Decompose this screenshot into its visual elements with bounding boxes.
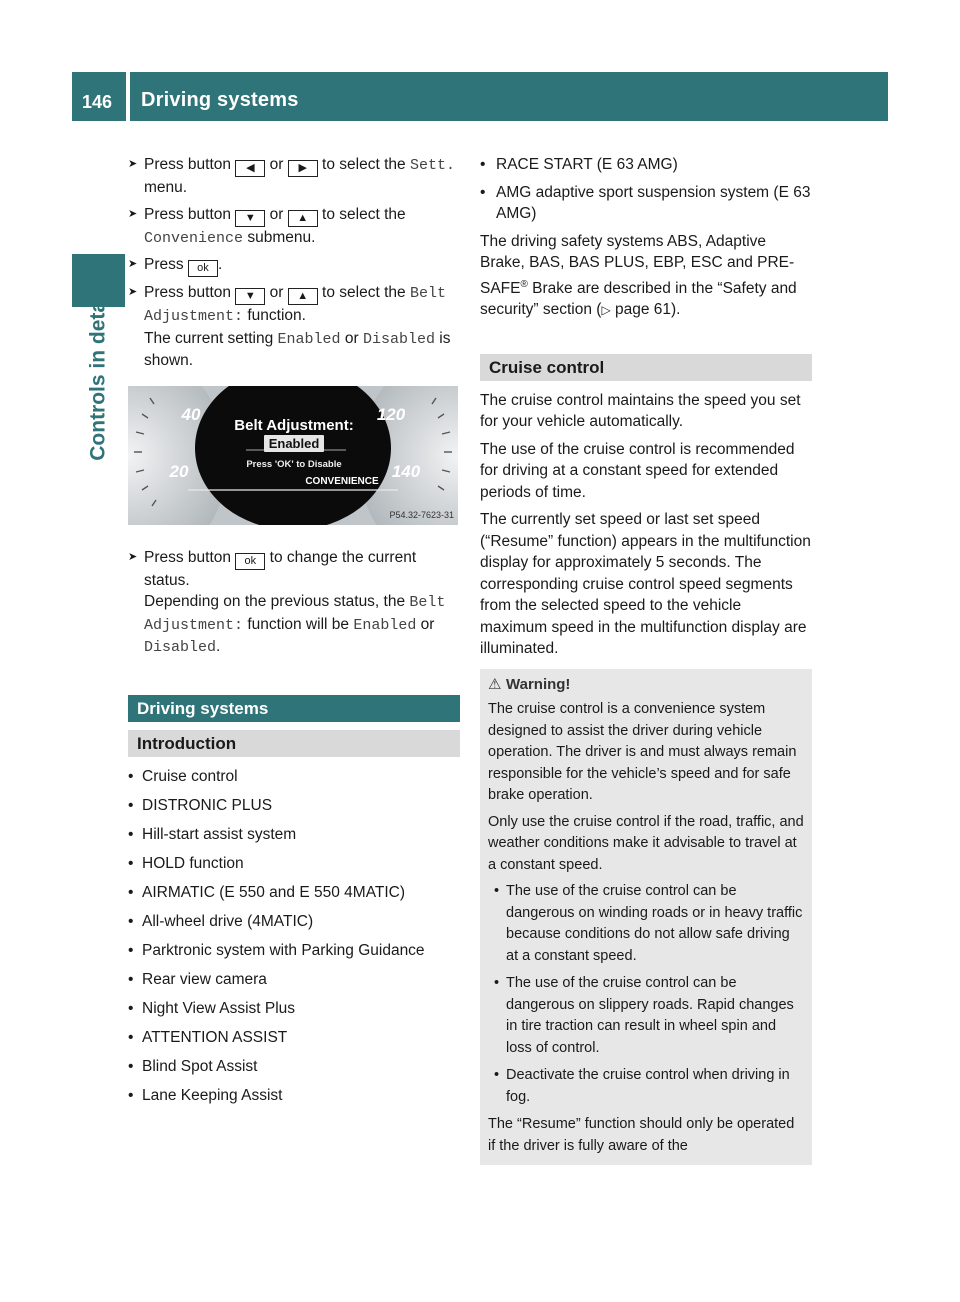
list-item-text: AMG adaptive sport suspension system (E 63 AMG) [496,183,811,222]
list-item [480,154,812,176]
step-text: or [265,205,288,223]
list-item [128,940,460,962]
list-item [128,1056,460,1078]
list-item-text: HOLD function [142,854,244,872]
step-arrow-icon: ➤ [128,550,138,563]
amg-systems-list [480,154,812,225]
list-item [128,911,460,933]
step-text: Press button [144,156,236,173]
warning-title: Warning! [506,675,571,693]
list-item [128,1085,460,1107]
list-item [128,824,460,846]
gauge-label-right-top: 120 [376,404,406,424]
display-text: Disabled [362,330,435,348]
bullet-icon: • [480,183,486,201]
list-item [128,969,460,991]
bullet-icon: • [128,1086,134,1104]
header-divider [126,72,130,121]
display-text: Enabled [277,330,341,348]
right-column [480,154,812,1165]
section-heading-driving-systems: Driving systems [128,695,460,722]
list-item-text: Deactivate the cruise control when driving in fog. [506,1067,790,1105]
page-title: Driving systems [141,89,299,111]
step-text: is shown. [144,329,451,369]
step-text: Depending on the previous status, the [144,593,410,610]
list-item-text: Blind Spot Assist [142,1057,258,1075]
bullet-icon: • [128,796,134,814]
bullet-icon: • [128,970,134,988]
bullet-icon: • [128,1028,134,1046]
figure-code: P54.32-7623-31 [389,509,454,520]
step-text: to change the current status. [144,548,417,589]
instruction-step [128,254,460,277]
step-text: Press button [144,284,236,301]
page-number: 146 [82,92,113,112]
list-item-text: Cruise control [142,767,238,785]
control-button-icon: ◀ [235,160,265,177]
list-item [128,853,460,875]
display-text: Belt Adjustment: [144,285,446,325]
step-text: function. [243,307,306,324]
instruction-step [128,204,460,250]
warning-paragraph-3: The “Resume” function should only be operated if the driver is fully aware of the [488,1116,795,1154]
warning-list-item [488,973,804,1059]
list-item [128,882,460,904]
safety-systems-paragraph [480,231,812,322]
control-button-icon: ▲ [288,210,318,227]
page-reference-arrow-icon: ▷ [601,303,611,318]
list-item [128,1027,460,1049]
step-text: function will be [243,615,354,633]
list-item [128,998,460,1020]
gauge-label-left-bottom: 20 [169,461,189,481]
bullet-icon: • [128,999,134,1017]
bullet-icon: • [128,883,134,901]
page-reference-link[interactable]: page 61). [610,301,681,319]
step-text: or [416,615,435,633]
bullet-icon: • [494,883,500,900]
list-item [128,795,460,817]
warning-paragraph-2: Only use the cruise control if the road, traffic, and weather conditions make it advisable to travel at a constant speed. [488,813,804,873]
list-item-text: Hill-start assist system [142,825,297,843]
step-text: Press button [144,205,236,223]
step-text: . [216,638,221,655]
dashboard-figure [128,386,458,525]
step-text: menu. [144,179,188,196]
control-button-icon: ▼ [235,288,265,305]
control-button-icon: ▶ [288,160,318,177]
control-button-icon: ▼ [235,210,265,227]
step-arrow-icon: ➤ [128,286,138,298]
list-item [480,182,812,225]
bullet-icon: • [494,975,500,992]
warning-heading [488,674,804,696]
step-arrow-icon: ➤ [128,258,138,270]
steps-list-b [128,547,460,659]
warning-list-item [488,881,804,967]
instruction-step [128,282,460,372]
steps-list-a [128,154,460,372]
safety-text: The driving safety systems ABS, Adaptive Brake, BAS, BAS PLUS, EBP, ESC and PRE-SAFE [480,232,795,297]
control-button-icon: ok [235,553,265,570]
left-column [128,154,460,1114]
list-item-text: Parktronic system with Parking Guidance [142,941,425,959]
gauge-label-left-top: 40 [181,404,201,424]
warning-box [480,669,812,1166]
step-text: The current setting [144,329,278,347]
display-text: Sett. [409,157,455,174]
display-text: Belt Adjustment: [144,594,446,634]
display-text: Enabled [353,616,417,634]
list-item-text: DISTRONIC PLUS [142,796,273,814]
list-item-text: RACE START (E 63 AMG) [496,156,678,173]
list-item-text: Lane Keeping Assist [142,1086,283,1104]
display-text: Convenience [144,229,244,247]
driving-systems-list [128,766,460,1107]
step-arrow-icon: ➤ [128,158,138,170]
subsection-heading-cruise-control: Cruise control [480,354,812,381]
bullet-icon: • [494,1067,500,1084]
list-item-text: ATTENTION ASSIST [142,1028,288,1046]
warning-list-item [488,1065,804,1108]
list-item-text: The use of the cruise control can be dangerous on winding roads or in heavy traffic because conditions do not allow safe driving at a constant speed. [506,883,803,964]
warning-paragraph-1: The cruise control is a convenience system designed to assist the driver during vehicle operation. The driver is and must always remain responsible for the vehicle’s speed and for safe brake operation. [488,701,797,804]
dashboard-submenu-text: CONVENIENCE [305,475,379,487]
dashboard-illustration [128,386,458,525]
control-button-icon: ▲ [288,288,318,305]
side-tab-label: Controls in detail [86,289,110,461]
list-item-text: All-wheel drive (4MATIC) [142,912,314,930]
instruction-step [128,547,460,659]
step-text: to select the [317,205,406,223]
list-item-text: The use of the cruise control can be dangerous on slippery roads. Rapid changes in tire traction can result in wheel spin and loss of control. [506,975,794,1056]
bullet-icon: • [480,156,486,173]
safety-text-tail: Brake are described in the “Safety and security” section ( [480,279,797,319]
bullet-icon: • [128,941,134,959]
cruise-paragraph: The cruise control maintains the speed you set for your vehicle automatically. [480,391,801,431]
subsection-heading-introduction: Introduction [128,730,460,757]
step-text: Press [144,256,188,273]
bullet-icon: • [128,767,134,785]
list-item-text: AIRMATIC (E 550 and E 550 4MATIC) [142,883,406,901]
warning-bullet-list [488,881,804,1108]
step-text: or [340,329,363,347]
list-item [128,766,460,788]
bullet-icon: • [128,912,134,930]
cruise-paragraph: The currently set speed or last set speed (“Resume” function) appears in the multifunction display for approximately 5 seconds. The corresponding cruise control speed segments from the selected speed to the vehicle maximum speed in the multifunction display are illuminated. [480,511,811,658]
bullet-icon: • [128,854,134,872]
step-text: to select the [317,156,410,173]
step-text: or [265,284,288,301]
list-item-text: Rear view camera [142,970,267,988]
display-text: Disabled [144,639,217,656]
instruction-step [128,154,460,199]
dashboard-hint-text: Press 'OK' to Disable [246,458,342,470]
dashboard-title-text: Belt Adjustment: [234,416,354,434]
dashboard-value-text: Enabled [268,435,320,451]
step-arrow-icon: ➤ [128,207,138,220]
gauge-label-right-bottom: 140 [391,461,421,481]
warning-triangle-icon: ⚠ [488,675,502,693]
control-button-icon: ok [188,260,218,277]
step-text: to select the [317,284,410,301]
step-text: submenu. [243,228,316,246]
bullet-icon: • [128,1057,134,1075]
list-item-text: Night View Assist Plus [142,999,296,1017]
bullet-icon: • [128,825,134,843]
step-text: Press button [144,548,236,566]
step-text: or [265,156,288,173]
registered-mark: ® [520,278,528,290]
cruise-paragraph: The use of the cruise control is recommended for driving at a constant speed for extended periods of time. [480,440,795,501]
step-text: . [217,256,223,273]
cruise-control-paragraphs [480,390,812,660]
